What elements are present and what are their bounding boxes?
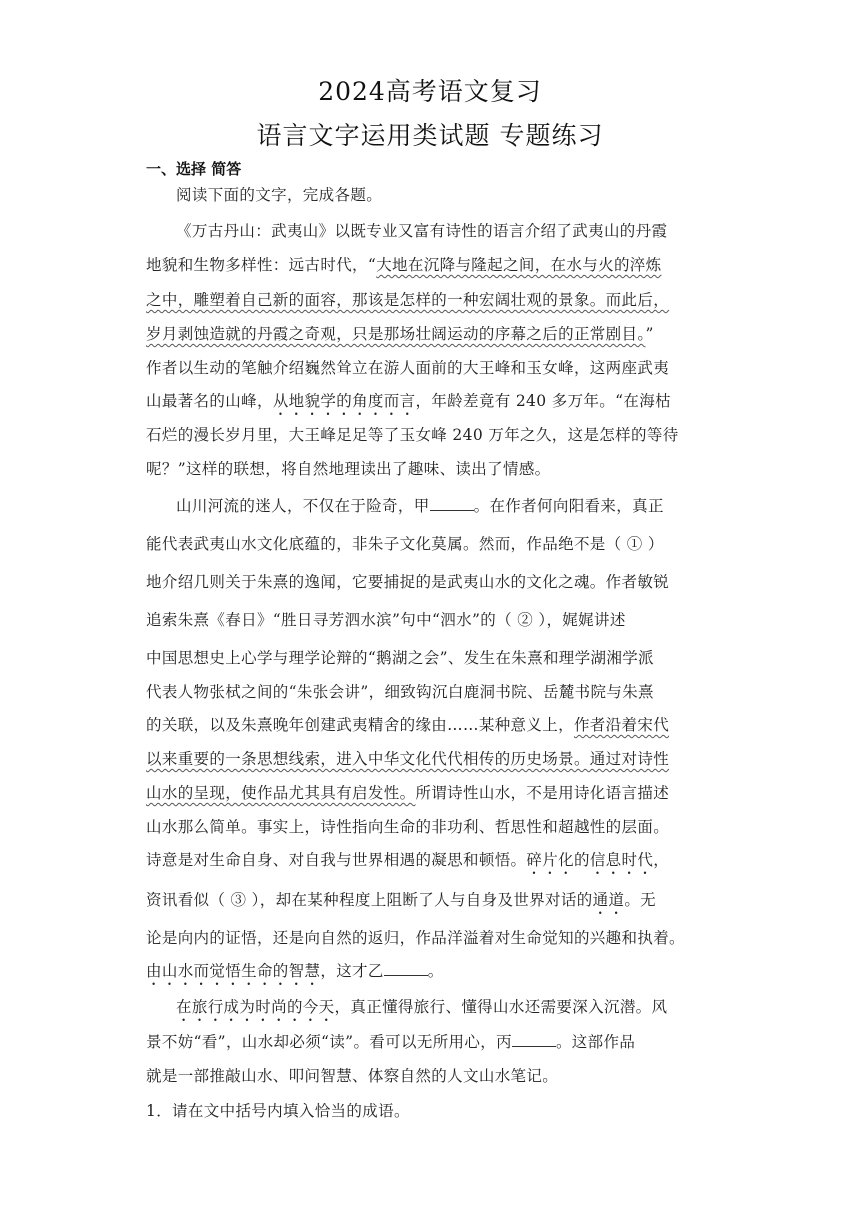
p2-line-12-text: 。无 <box>624 891 657 909</box>
p3-line-1 <box>176 995 718 1025</box>
p2-line-9-text: 所谓诗性山水，不是用诗化语言描述 <box>415 784 670 802</box>
p3-line-2-text: 景不妨“看”，山水却必须“读”。看可以无所用心，丙 <box>146 1033 512 1051</box>
p2-dotted-phrase: 信息时代 <box>589 851 654 869</box>
p1-quote-underlined: 大地在沉降与隆起之间，在水与火的淬炼 <box>376 256 662 274</box>
p1-line-8: 呢？”这样的联想，将自然地理读出了趣味、读出了情感。 <box>146 460 551 478</box>
p2-line-14-text: ，这才乙 <box>320 962 384 980</box>
p2-line-11 <box>146 848 718 878</box>
p1-line-4 <box>146 322 718 344</box>
p2-line-11-text: 诗意是对生命自身、对自我与世界相遇的凝思和顿悟。 <box>146 851 527 869</box>
p1-quote-underlined: 岁月剥蚀造就的丹霞之奇观，只是那场壮阔运动的序幕之后的正常剧目。 <box>146 325 646 343</box>
instruction-text: 阅读下面的文字，完成各题。 <box>176 186 383 204</box>
p1-line-3 <box>146 288 718 310</box>
p2-line-5: 中国思想史上心学与理学论辩的“鹅湖之会”、发生在朱熹和理学湖湘学派 <box>146 649 654 667</box>
p2-line-1-text: 。在作者何向阳看来，真正 <box>473 497 664 515</box>
p2-line-8 <box>146 747 718 769</box>
p2-line-12-text: 资讯看似（ ③ ），却在某种程度上阻断了人与自身及世界对话的 <box>146 891 593 909</box>
p2-line-4: 追索朱熹《春日》“胜日寻芳泗水滨”句中“泗水”的（ ② ），娓娓讲述 <box>146 611 626 629</box>
p2-line-9 <box>146 781 718 803</box>
p3-line-2-text: 。这部作品 <box>555 1033 636 1051</box>
p2-line-1-text: 山川河流的迷人，不仅在于险奇，甲 <box>176 497 430 515</box>
p2-line-7-text: 的关联，以及朱熹晚年创建武夷精舍的缘由……某种意义上， <box>146 716 574 734</box>
p1-line-5: 作者以生动的笔触介绍巍然耸立在游人面前的大王峰和玉女峰，这两座武夷 <box>146 359 670 377</box>
question-1: 1．请在文中括号内填入恰当的成语。 <box>146 1102 410 1120</box>
p2-dotted-phrase: 碎片化 <box>526 851 574 869</box>
p2-line-6: 代表人物张栻之间的“朱张会讲”，细致钩沉白鹿洞书院、岳麓书院与朱熹 <box>146 683 654 701</box>
p2-line-11-text: ， <box>653 851 670 869</box>
p2-dotted-phrase: 通道 <box>592 891 625 909</box>
blank-yi <box>384 961 428 976</box>
p2-line-3: 地介绍几则关于朱熹的逸闻，它要捕捉的是武夷山水的文化之魂。作者敏锐 <box>146 573 670 591</box>
p3-line-3: 就是一部推敲山水、叩问智慧、体察自然的人文山水笔记。 <box>146 1067 559 1085</box>
p1-quote-close: ” <box>645 325 654 343</box>
blank-bing <box>512 1032 556 1047</box>
p1-line-7: 石烂的漫长岁月里，大王峰足足等了玉女峰 240 万年之久，这是怎样的等待 <box>146 426 679 444</box>
p2-line-14 <box>146 959 718 989</box>
section-heading: 一、选择 简答 <box>146 160 242 178</box>
p1-line-6 <box>146 389 718 419</box>
p1-line-2-text: 地貌和生物多样性：远古时代，“ <box>146 256 377 274</box>
p2-line-10: 山水那么简单。事实上，诗性指向生命的非功利、哲思性和超越性的层面。 <box>146 818 670 836</box>
p2-dotted-phrase: 由山水而觉悟生命的智慧 <box>146 962 321 980</box>
p2-line-12 <box>146 888 718 918</box>
blank-jia <box>430 496 474 511</box>
p2-line-2: 能代表武夷山水文化底蕴的，非朱子文化莫属。然而，作品绝不是（ ① ） <box>146 535 664 553</box>
p3-line-2 <box>146 1030 718 1052</box>
document-subtitle: 语言文字运用类试题 专题练习 <box>256 121 604 150</box>
p2-line-7 <box>146 713 718 735</box>
p2-underlined-sentence: 山水的呈现，使作品尤其具有启发性。 <box>146 784 416 802</box>
p2-line-13: 论是向内的证悟，还是向自然的返归，作品洋溢着对生命觉知的兴趣和执着。 <box>146 929 685 947</box>
p3-dotted-phrase: 在旅行成为时尚的今天 <box>176 998 335 1016</box>
p2-underlined-sentence: 作者沿着宋代 <box>573 716 670 734</box>
p1-line-2 <box>146 253 718 275</box>
p2-line-1 <box>176 494 718 516</box>
p1-line-6-text: 山最著名的山峰， <box>146 392 273 410</box>
p1-line-1: 《万古丹山：武夷山》以既专业又富有诗性的语言介绍了武夷山的丹霞 <box>176 222 668 240</box>
document-title: 2024高考语文复习 <box>318 77 542 106</box>
p2-underlined-sentence: 以来重要的一条思想线索，进入中华文化代代相传的历史场景。通过对诗性 <box>146 750 670 768</box>
p1-dotted-phrase: 从地貌学的角度而言 <box>272 392 416 410</box>
p2-line-14-text: 。 <box>427 962 444 980</box>
p1-quote-underlined: 之中，雕塑着自己新的面容，那该是怎样的一种宏阔壮观的景象。而此后， <box>146 291 670 309</box>
p2-line-11-text: 的 <box>573 851 590 869</box>
p1-line-6-text: ，年龄差竟有 240 多万年。“在海枯 <box>415 392 671 410</box>
p3-line-1-text: ，真正懂得旅行、懂得山水还需要深入沉潜。风 <box>334 998 668 1016</box>
